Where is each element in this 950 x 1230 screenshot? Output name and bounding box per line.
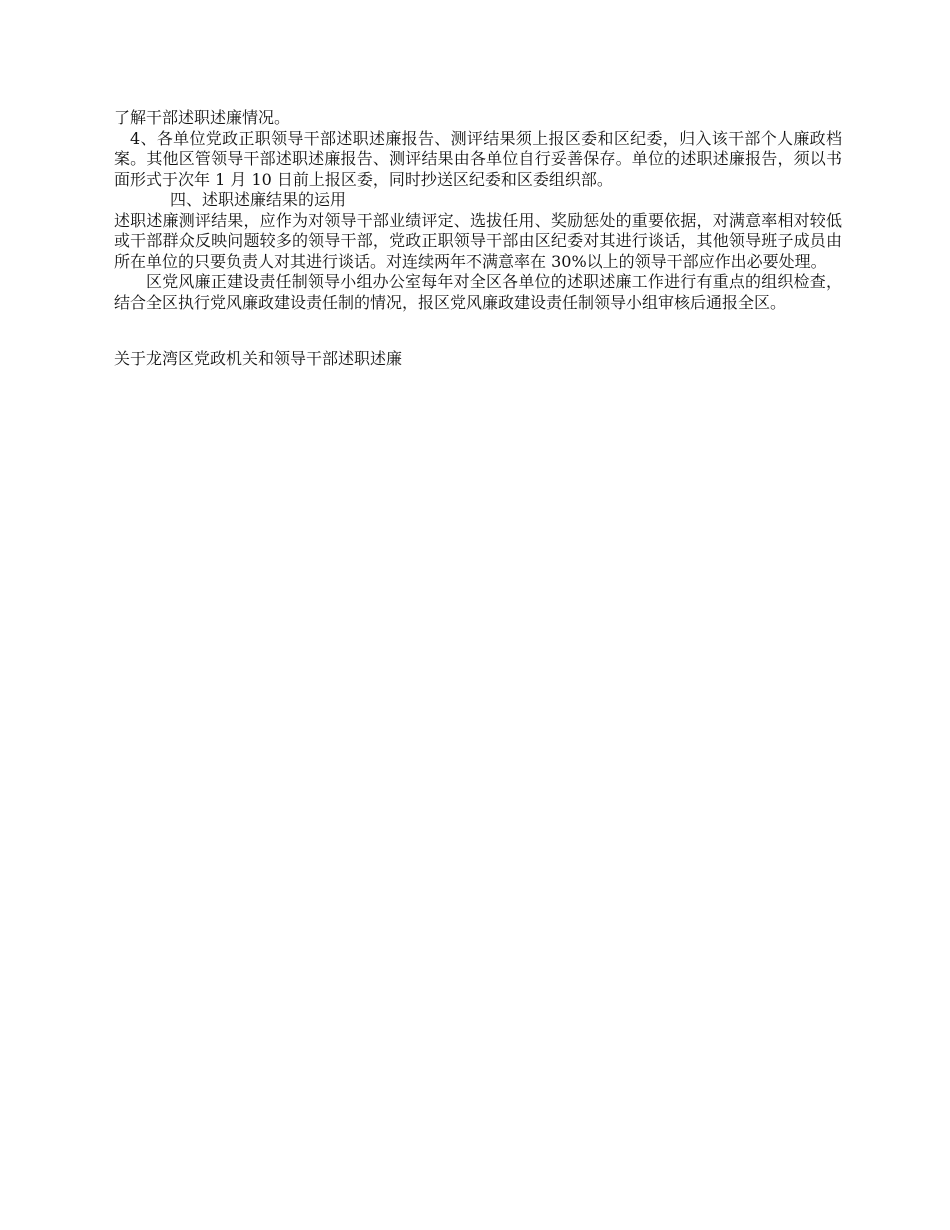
paragraph-inspection: 区党风廉正建设责任制领导小组办公室每年对全区各单位的述职述廉工作进行有重点的组织检查，结合全区执行党风廉政建设责任制的情况，报区党风廉政建设责任制领导小组审核后通报全区。 [114, 272, 842, 312]
document-title: 关于龙湾区党政机关和领导干部述职述廉 [114, 349, 403, 368]
section-heading-4: 四、述职述廉结果的运用 [170, 190, 347, 209]
paragraph-item-4: 4、各单位党政正职领导干部述职述廉报告、测评结果须上报区委和区纪委，归入该干部个人廉政档案。其他区管领导干部述职述廉报告、测评结果由各单位自行妥善保存。单位的述职述廉报告，须以书面形式于次年 1 月 10 日前上报区委，同时抄送区纪委和区委组织部。 [114, 128, 842, 189]
paragraph-intro: 了解干部述职述廉情况。 [114, 108, 291, 127]
paragraph-results-usage: 述职述廉测评结果，应作为对领导干部业绩评定、选拔任用、奖励惩处的重要依据，对满意率相对较低或干部群众反映问题较多的领导干部，党政正职领导干部由区纪委对其进行谈话，其他领导班子成员由所在单位的只要负责人对其进行谈话。对连续两年不满意率在 30%以上的领导干部应作出必要处理。 [114, 210, 842, 271]
document-page [114, 108, 842, 370]
